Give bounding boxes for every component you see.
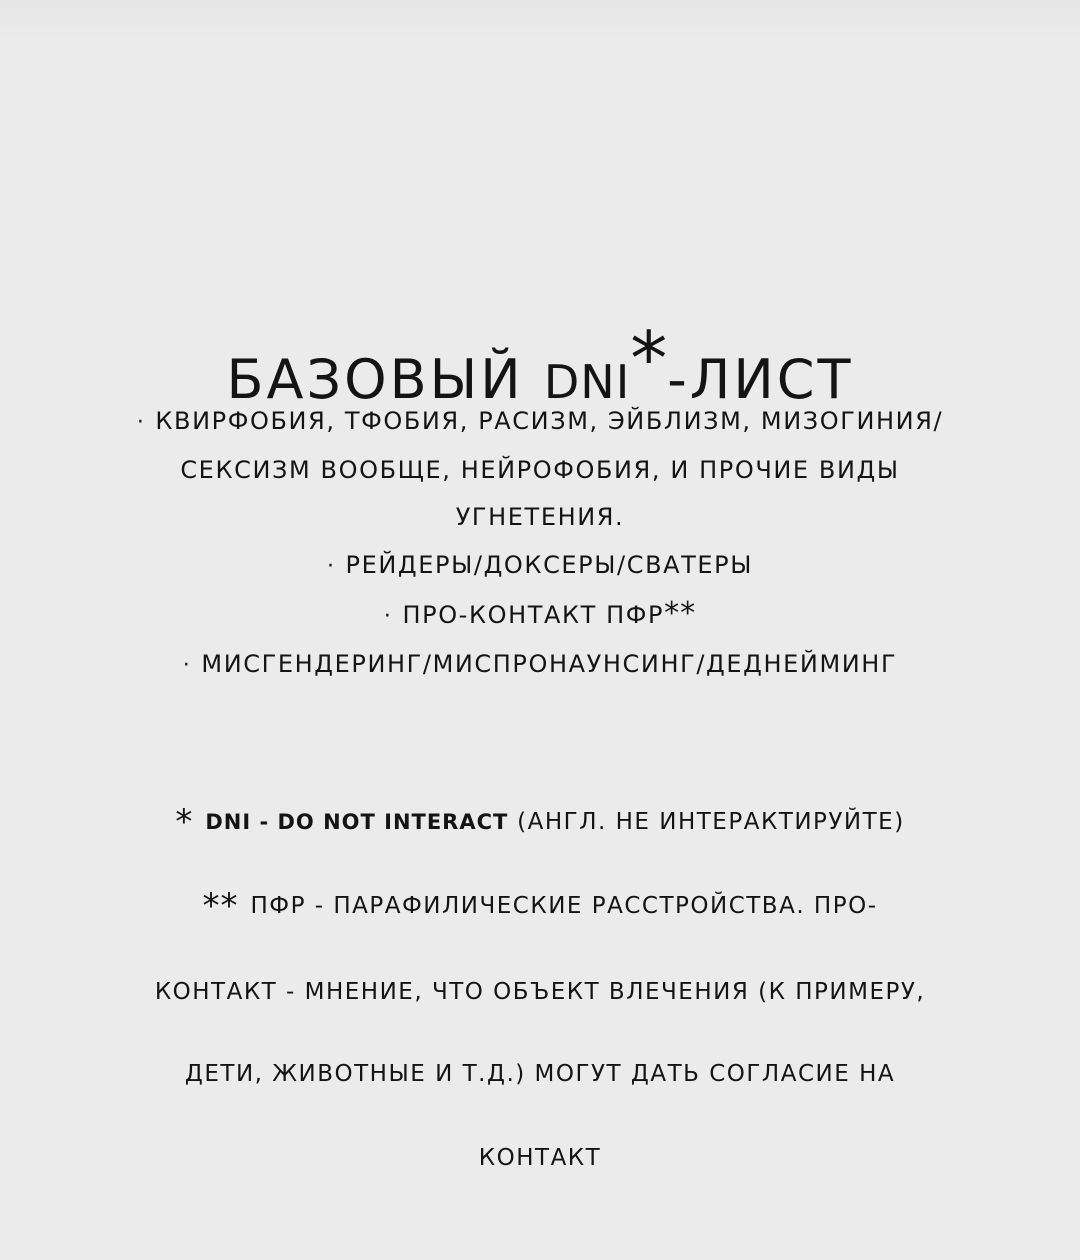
title-dash: -	[667, 348, 690, 412]
list-item-raiders	[0, 542, 1080, 591]
list-item-oppression-line1: КВИРФОБИЯ, ТФОБИЯ, РАСИЗМ, ЭЙБЛИЗМ, МИЗОГИНИЯ/	[155, 407, 944, 435]
footnote-pfr	[0, 886, 1080, 926]
bullet-icon: ·	[383, 604, 393, 629]
footnote-pfr-asterisks: **	[202, 886, 239, 926]
bullet-icon: ·	[182, 652, 192, 678]
list-item-procontact-asterisks: **	[664, 596, 697, 631]
footnote-pfr-line4: КОНТАКТ	[478, 1145, 602, 1171]
title-asterisk: *	[630, 316, 668, 403]
title-suffix: ЛИСТ	[689, 348, 854, 412]
footnote-pfr-line1: ПФР - ПАРАФИЛИЧЕСКИЕ РАССТРОЙСТВА. ПРО-	[250, 893, 878, 919]
list-item-oppression-line3: УГНЕТЕНИЯ.	[455, 503, 625, 531]
dni-list	[0, 398, 1080, 689]
list-item-oppression	[0, 398, 1080, 447]
list-item-procontact-text: ПРО-КОНТАКТ ПФР	[402, 601, 665, 629]
footnote-dni	[0, 802, 1080, 842]
list-item-misgendering	[0, 641, 1080, 690]
list-item-oppression-line2: СЕКСИЗМ ВООБЩЕ, НЕЙРОФОБИЯ, И ПРОЧИЕ ВИДЫ	[180, 455, 900, 484]
title-dni: DNI	[543, 355, 631, 410]
bullet-icon: ·	[326, 553, 336, 579]
list-item-raiders-text: РЕЙДЕРЫ/ДОКСЕРЫ/СВАТЕРЫ	[345, 550, 754, 579]
top-shade	[0, 0, 1080, 40]
list-item-procontact	[0, 590, 1080, 641]
footnote-dni-latin: DNI - DO NOT INTERACT	[205, 810, 509, 834]
footnote-dni-translation: (АНГЛ. НЕ ИНТЕРАКТИРУЙТЕ)	[517, 809, 905, 835]
list-item-oppression-cont	[0, 447, 1080, 495]
bullet-icon: ·	[136, 410, 146, 435]
title-prefix: БАЗОВЫЙ	[226, 348, 524, 412]
list-item-misgendering-text: МИСГЕНДЕРИНГ/МИСПРОНАУНСИНГ/ДЕДНЕЙМИНГ	[201, 649, 898, 678]
footnote-pfr-line3: ДЕТИ, ЖИВОТНЫЕ И Т.Д.) МОГУТ ДАТЬ СОГЛАСИЕ НА	[184, 1061, 896, 1087]
footnote-pfr-line2: КОНТАКТ - МНЕНИЕ, ЧТО ОБЪЕКТ ВЛЕЧЕНИЯ (К ПРИМЕРУ,	[154, 979, 926, 1005]
list-item-oppression-end	[0, 494, 1080, 542]
footnote-dni-asterisk: *	[175, 802, 194, 842]
